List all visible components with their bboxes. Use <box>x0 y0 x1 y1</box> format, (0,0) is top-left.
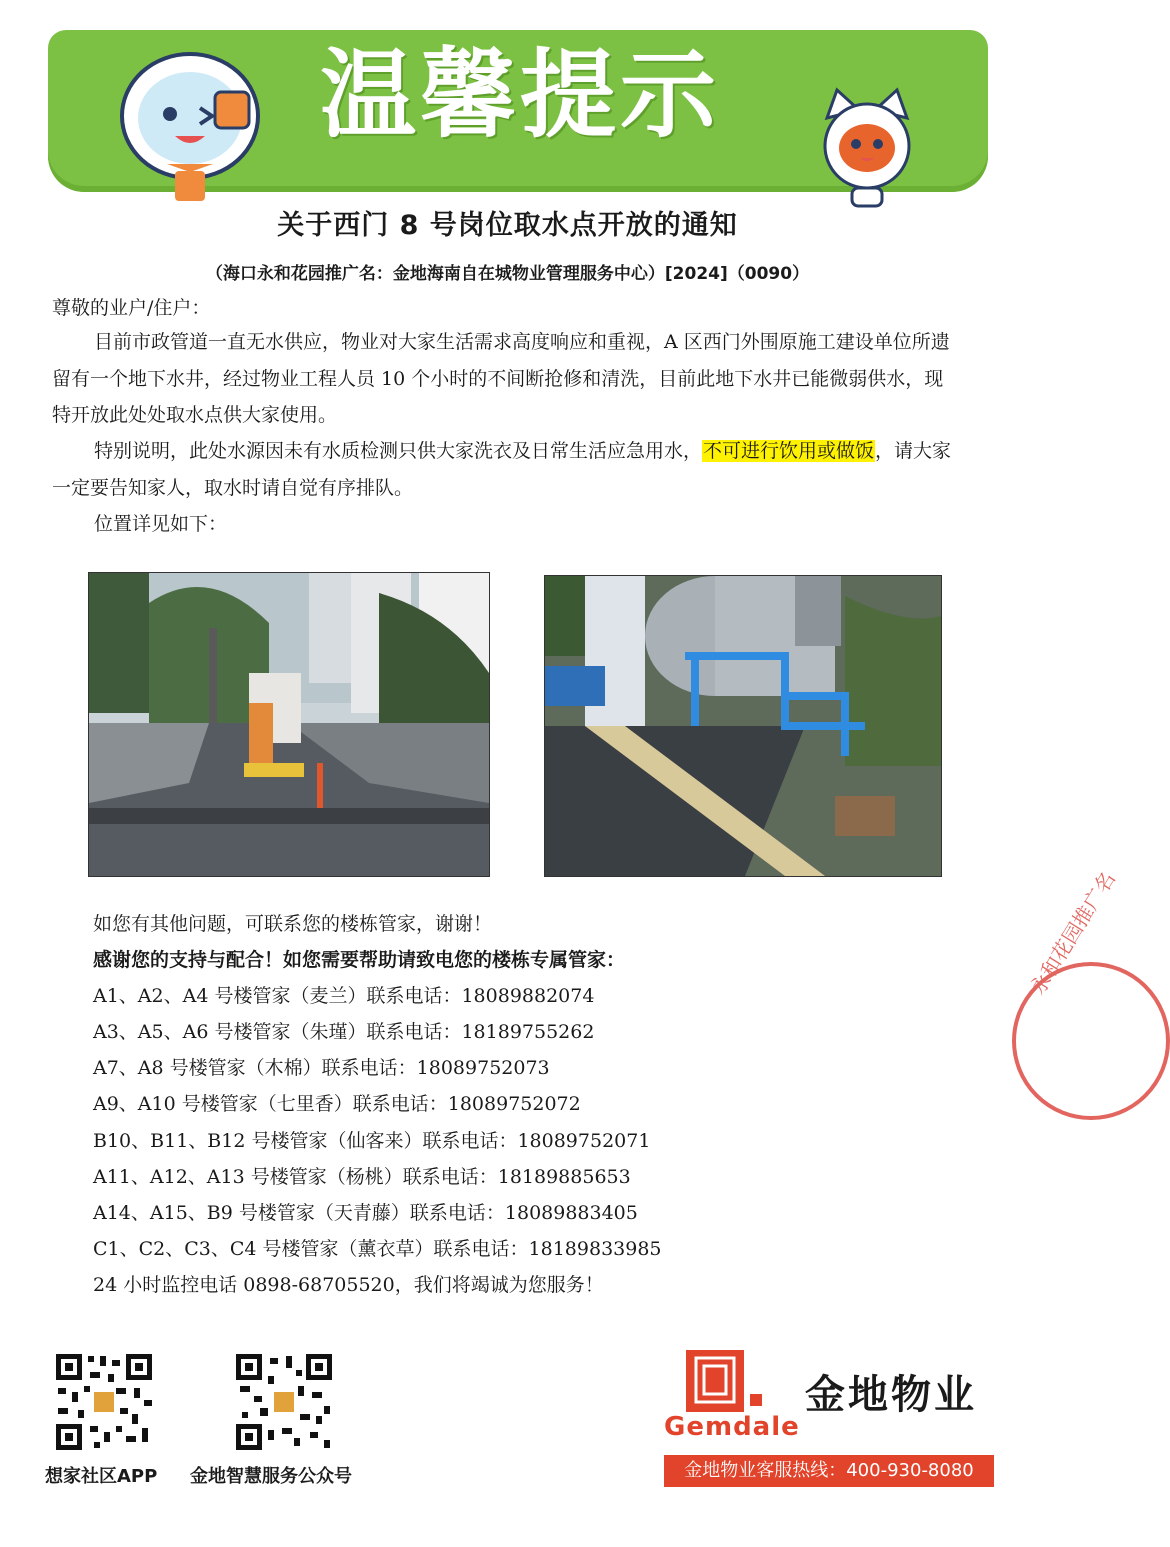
brand-name-cn: 金地物业 <box>805 1372 977 1418</box>
official-seal <box>1012 867 1170 1120</box>
cat-mascot-icon <box>812 88 922 208</box>
other-questions-text: 如您有其他问题，可联系您的楼栋管家，谢谢！ <box>93 913 493 935</box>
salutation: 尊敬的业户/住户： <box>52 297 211 319</box>
paragraph-1: 目前市政管道一直无水供应，物业对大家生活需求高度响应和重视，A 区西门外围原施工建设单位所遗留有一个地下水井，经过物业工程人员 10 个小时的不间断抢修和清洗，目前此地下水井已能微弱供水，现特开放此处处取水点供大家使用。 <box>52 331 950 426</box>
qr-code-icon[interactable] <box>54 1352 154 1452</box>
contact-row: A3、A5、A6 号楼管家（朱瑾）联系电话：18189755262 <box>93 1021 595 1044</box>
contact-row: C1、C2、C3、C4 号楼管家（薰衣草）联系电话：18189833985 <box>93 1237 662 1260</box>
qr-code-icon[interactable] <box>234 1352 334 1452</box>
monitor-hotline-text: 24 小时监控电话 0898-68705520，我们将竭诚为您服务！ <box>93 1273 604 1296</box>
warning-highlight: 不可进行饮用或做饭 <box>703 440 875 462</box>
customer-hotline[interactable]: 金地物业客服热线：400-930-8080 <box>664 1455 994 1487</box>
contact-row: A11、A12、A13 号楼管家（杨桃）联系电话：18189885653 <box>93 1165 631 1188</box>
contact-row: A9、A10 号楼管家（七里香）联系电话：18089752072 <box>93 1093 581 1116</box>
contact-row: A14、A15、B9 号楼管家（天青藤）联系电话：18089883405 <box>93 1201 638 1224</box>
notice-reference: （海口永和花园推广名：金地海南自在城物业管理服务中心）[2024]（0090） <box>205 264 810 284</box>
contact-row: A7、A8 号楼管家（木棉）联系电话：18089752073 <box>93 1057 550 1080</box>
west-gate-photo <box>88 572 490 877</box>
thanks-text: 感谢您的支持与配合！如您需要帮助请致电您的楼栋专属管家： <box>93 949 626 972</box>
contact-row: B10、B11、B12 号楼管家（仙客来）联系电话：18089752071 <box>93 1129 651 1152</box>
contacts-section <box>93 906 733 1303</box>
brand-name-en: Gemdale <box>664 1412 800 1442</box>
seal-text: 永和花园推广名 <box>1025 867 1120 999</box>
qr1-label: 想家社区APP <box>45 1466 158 1487</box>
qr2-label: 金地智慧服务公众号 <box>190 1466 352 1487</box>
paragraph-2-after: ，请大家一定要告知家人，取水时请自觉有序排队。 <box>52 440 952 499</box>
banner-title: 温馨提示 <box>320 39 720 151</box>
paragraph-2 <box>52 433 957 506</box>
notice-title: 关于西门 8 号岗位取水点开放的通知 <box>277 210 738 241</box>
water-tank-photo <box>544 575 942 877</box>
location-intro: 位置详见如下： <box>94 513 228 535</box>
paragraph-2-before: 特别说明，此处水源因未有水质检测只供大家洗衣及日常生活应急用水， <box>94 440 703 462</box>
gemdale-logo-icon <box>686 1350 766 1416</box>
robot-mascot-icon <box>105 36 275 206</box>
contact-row: A1、A2、A4 号楼管家（麦兰）联系电话：18089882074 <box>93 985 595 1008</box>
